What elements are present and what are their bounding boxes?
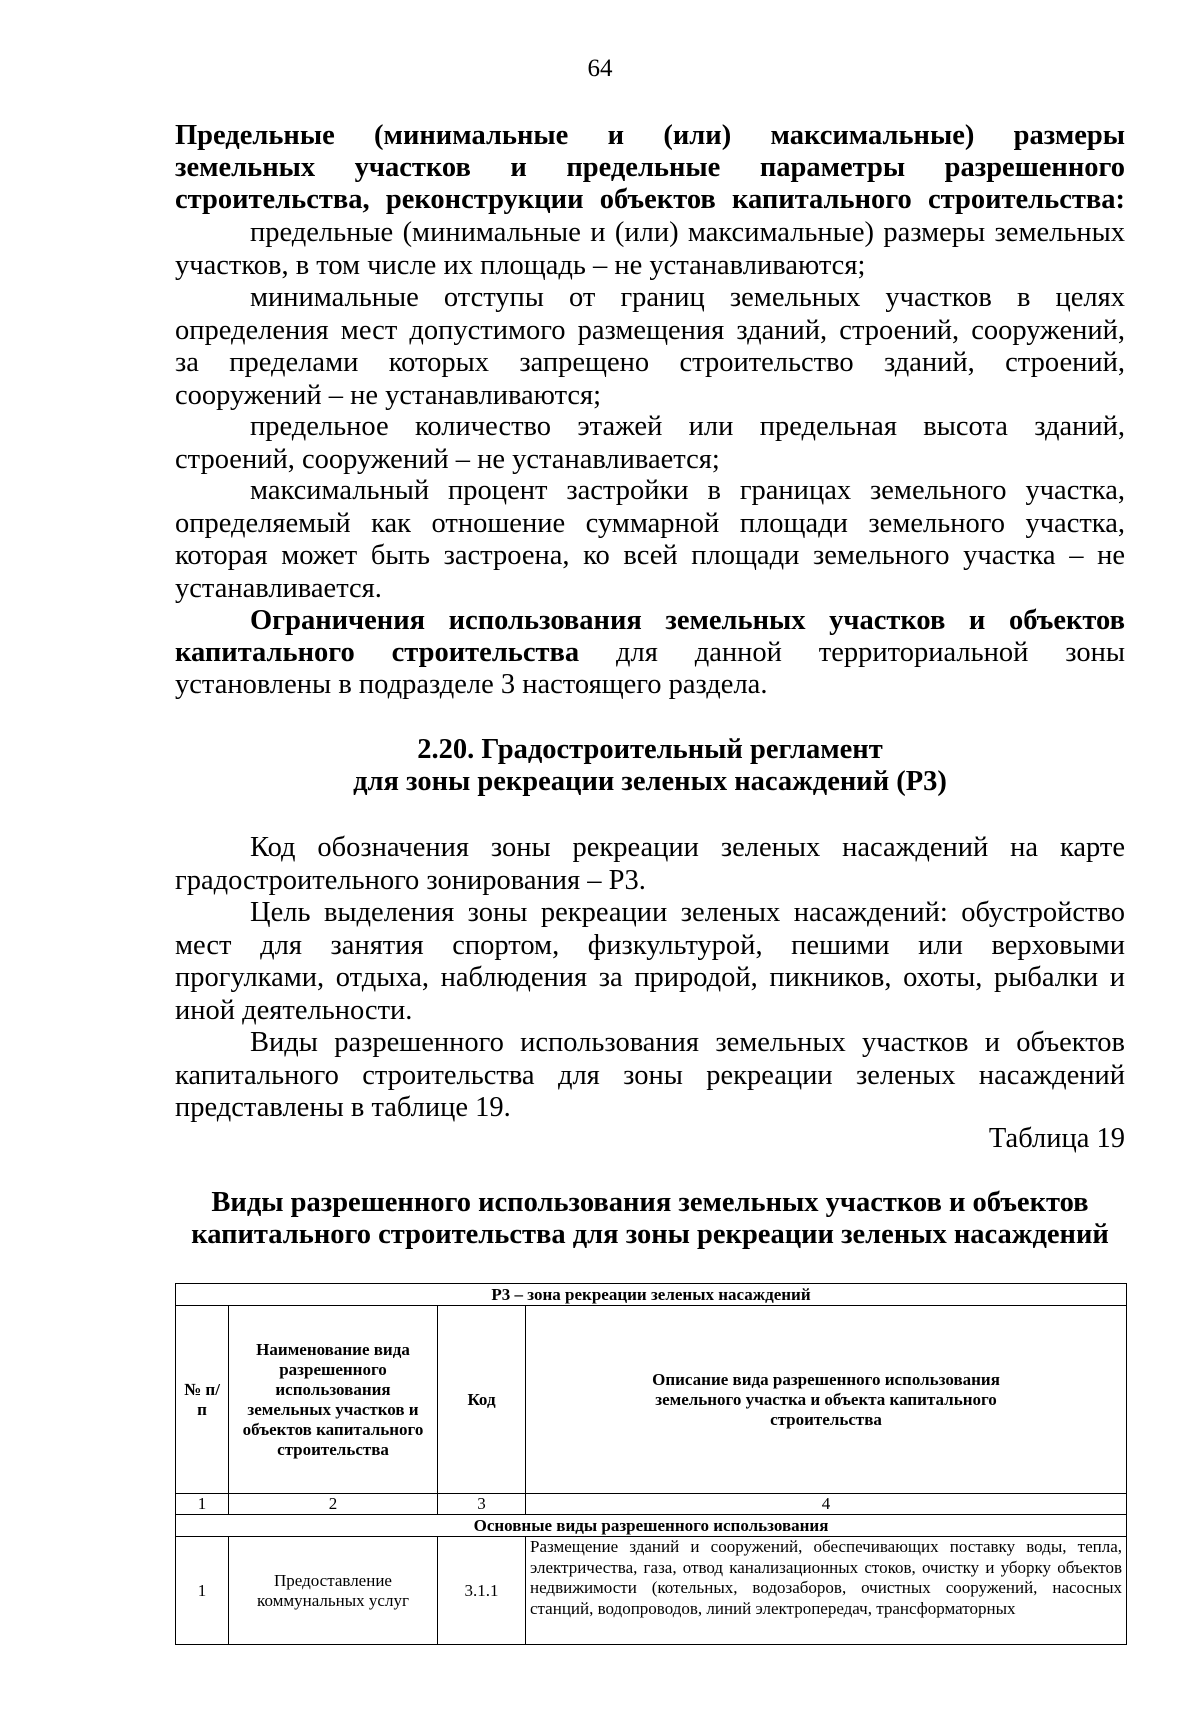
col-index-4: 4 [526,1494,1127,1515]
table-row [176,1537,1127,1645]
permitted-uses-table [175,1283,1127,1645]
group-header-main-uses: Основные виды разрешенного использования [176,1515,1127,1537]
section-para-uses: Виды разрешенного использования земельных участков и объектов капитального строительства для зоны рекреации зеленых насаждений представлены в таблице 19. [175,1027,1125,1123]
col-header-name: Наименование вида разрешенного использования земельных участков и объектов капитального строительства [229,1306,438,1494]
page-number: 64 [587,55,613,82]
table-zone-header: Р3 – зона рекреации зеленых насаждений [176,1284,1127,1306]
limits-item-coverage: максимальный процент застройки в границах земельного участка, определяемый как отношение суммарной площади земельного участка, которая может быть застроена, ко всей площади земельного участка – не устанавливается. [175,475,1125,604]
limits-item-plot-size: предельные (минимальные и (или) максимальные) размеры земельных участков, в том числе их площадь – не устанавливаются; [175,217,1125,281]
limits-heading-line-2: земельных участков и предельные параметры разрешенного [175,152,1125,183]
limits-item-floors: предельное количество этажей или предельная высота зданий, строений, сооружений – не устанавливается; [175,411,1125,475]
row-use-description: Размещение зданий и сооружений, обеспечивающих поставку воды, тепла, электричества, газа, отвод канализационных стоков, очистку и уборку объектов недвижимости (котельных, водозаборов, очистных сооружений, насосных станций, водопроводов, линий электропередач, трансформаторных [526,1537,1127,1645]
section-title-line-1: 2.20. Градостроительный регламент [417,734,883,765]
restrictions-line-2 [175,637,1125,670]
limits-item-setbacks: минимальные отступы от границ земельных участков в целях определения мест допустимого размещения зданий, строений, сооружений, за пределами которых запрещено строительство зданий, строений, сооружений – не устанавливаются; [175,282,1125,411]
col-header-description: Описание вида разрешенного использования земельного участка и объекта капитального строительства [526,1306,1127,1494]
col-index-3: 3 [438,1494,526,1515]
section-title-line-2: для зоны рекреации зеленых насаждений (Р3) [353,766,947,797]
row-use-code: 3.1.1 [438,1537,526,1645]
row-use-name: Предоставление коммунальных услуг [229,1537,438,1645]
limits-heading-line-3: строительства, реконструкции объектов капитального строительства: [175,184,1125,215]
table-label: Таблица 19 [988,1123,1125,1154]
restrictions-rest: для данной территориальной зоны [579,637,1125,668]
limits-heading-line-1: Предельные (минимальные и (или) максимальные) размеры [175,120,1125,151]
table-title-line-2: капитального строительства для зоны рекреации зеленых насаждений [191,1219,1109,1250]
table-title-line-1: Виды разрешенного использования земельных участков и объектов [211,1187,1089,1218]
col-header-number: № п/п [176,1306,229,1494]
restrictions-line-1: Ограничения использования земельных участков и объектов [250,605,1125,636]
col-header-code: Код [438,1306,526,1494]
col-index-2: 2 [229,1494,438,1515]
col-index-1: 1 [176,1494,229,1515]
section-para-purpose: Цель выделения зоны рекреации зеленых насаждений: обустройство мест для занятия спортом, физкультурой, пешими или верховыми прогулками, отдыха, наблюдения за природой, пикников, охоты, рыбалки и иной деятельности. [175,897,1125,1026]
section-para-zone-code: Код обозначения зоны рекреации зеленых насаждений на карте градостроительного зонирования – Р3. [175,832,1125,896]
restrictions-line-3: установлены в подразделе 3 настоящего раздела. [175,669,768,700]
restrictions-bold-part: капитального строительства [175,637,580,668]
row-number: 1 [176,1537,229,1645]
